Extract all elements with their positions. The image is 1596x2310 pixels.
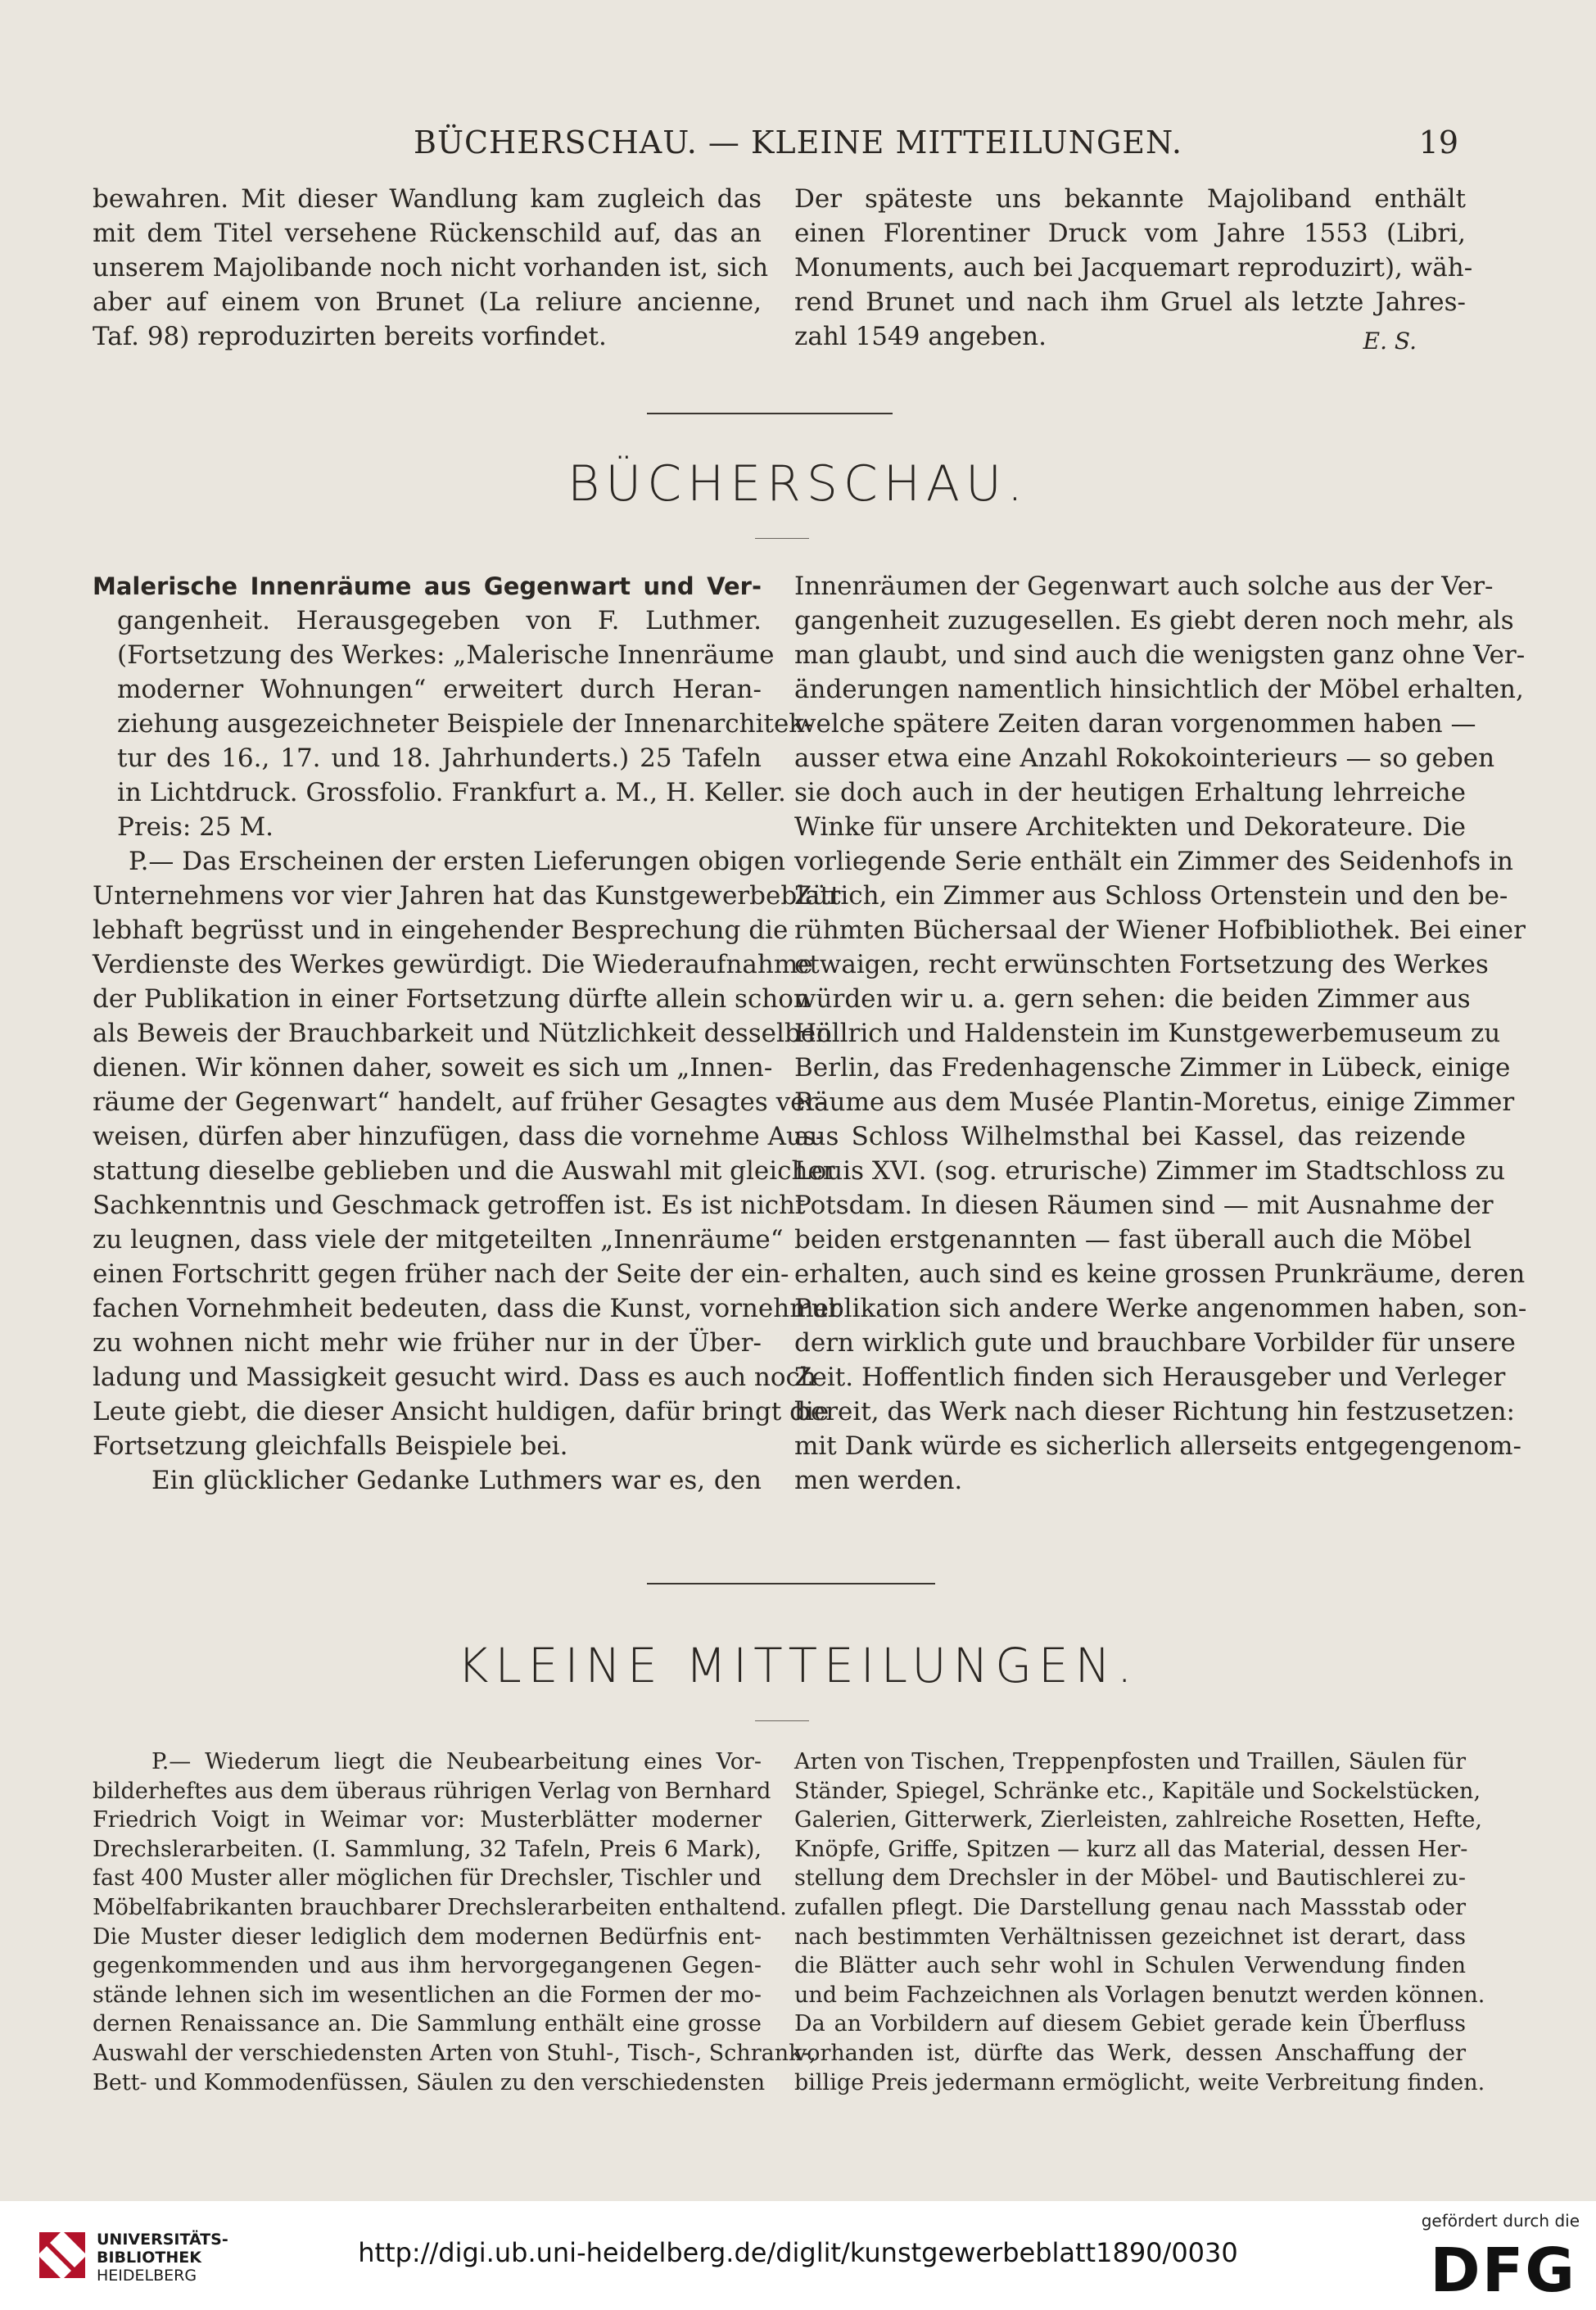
text-line: bewahren. Mit dieser Wandlung kam zugleich das bbox=[93, 184, 762, 214]
text-line: änderungen namentlich hinsichtlich der Möbel erhalten, bbox=[794, 675, 1524, 704]
library-name-line: BIBLIOTHEK bbox=[97, 2249, 201, 2267]
text-line: Arten von Tischen, Treppenpfosten und Traillen, Säulen für bbox=[794, 1749, 1466, 1774]
section-title-buecherschau: BÜCHERSCHAU. bbox=[567, 455, 1029, 513]
section2-right-column bbox=[794, 1747, 1485, 2097]
text-line: als Beweis der Brauchbarkeit und Nützlichkeit desselben bbox=[93, 1019, 833, 1048]
text-line: Verdienste des Werkes gewürdigt. Die Wiederaufnahme bbox=[93, 950, 813, 979]
text-line: vorliegende Serie enthält ein Zimmer des Seidenhofs in bbox=[794, 847, 1514, 876]
text-line: Sachkenntnis und Geschmack getroffen ist. Es ist nicht bbox=[93, 1191, 806, 1220]
library-name-line: UNIVERSITÄTS- bbox=[97, 2231, 228, 2249]
text-line: Friedrich Voigt in Weimar vor: Musterblätter moderner bbox=[93, 1807, 762, 1833]
text-line: zufallen pflegt. Die Darstellung genau nach Massstab oder bbox=[794, 1894, 1466, 1920]
text-line: einen Florentiner Druck vom Jahre 1553 (Libri, bbox=[794, 219, 1466, 248]
text-line: Zürich, ein Zimmer aus Schloss Ortenstein und den be- bbox=[794, 881, 1508, 911]
text-line: rühmten Büchersaal der Wiener Hofbibliothek. Bei einer bbox=[794, 915, 1526, 945]
text-line: weisen, dürfen aber hinzufügen, dass die vornehme Aus- bbox=[93, 1122, 825, 1151]
section1-left-column bbox=[93, 569, 841, 1498]
text-line: Ein glücklicher Gedanke Luthmers war es, den bbox=[151, 1466, 762, 1495]
title-underline bbox=[755, 538, 809, 539]
text-line: Ständer, Spiegel, Schränke etc., Kapitäle und Sockelstücken, bbox=[794, 1778, 1481, 1804]
text-line: Zeit. Hoffentlich finden sich Herausgeber und Verleger bbox=[794, 1363, 1506, 1392]
text-line bbox=[794, 319, 1466, 354]
text-line: Winke für unsere Architekten und Dekorateure. Die bbox=[794, 812, 1466, 842]
text-line: dienen. Wir können daher, soweit es sich um „Innen- bbox=[93, 1053, 773, 1083]
text-line: unserem Majolibande noch nicht vorhanden ist, sich bbox=[93, 253, 769, 283]
digitization-footer bbox=[0, 2201, 1596, 2310]
text-line: Berlin, das Fredenhagensche Zimmer in Lübeck, einige bbox=[794, 1053, 1511, 1083]
text-line: mit dem Titel versehene Rückenschild auf, das an bbox=[93, 219, 762, 248]
text-line: Auswahl der verschiedensten Arten von Stuhl-, Tisch-, Schrank-, bbox=[93, 2040, 816, 2066]
text-line: in Lichtdruck. Grossfolio. Frankfurt a. M., H. Keller. bbox=[117, 778, 786, 807]
dfg-logo: DFG bbox=[1430, 2235, 1576, 2306]
text-line: räume der Gegenwart“ handelt, auf früher Gesagtes ver- bbox=[93, 1087, 826, 1117]
text-line: rend Brunet und nach ihm Gruel als letzte Jahres- bbox=[794, 287, 1466, 317]
text-line: man glaubt, und sind auch die wenigsten ganz ohne Ver- bbox=[794, 640, 1526, 670]
text-line: P.— Wiederum liegt die Neubearbeitung eines Vor- bbox=[151, 1749, 762, 1774]
text-line: vorhanden ist, dürfte das Werk, dessen Anschaffung der bbox=[794, 2040, 1466, 2066]
text-line: Galerien, Gitterwerk, Zierleisten, zahlreiche Rosetten, Hefte, bbox=[794, 1807, 1482, 1833]
text-line: Drechslerarbeiten. (I. Sammlung, 32 Tafeln, Preis 6 Mark), bbox=[93, 1836, 762, 1862]
text-line: ausser etwa eine Anzahl Rokokointerieurs — so geben bbox=[794, 744, 1495, 773]
running-head: BÜCHERSCHAU. — KLEINE MITTEILUNGEN. bbox=[414, 124, 1182, 160]
text-line: Möbelfabrikanten brauchbarer Drechslerarbeiten enthaltend. bbox=[93, 1894, 787, 1920]
top-left-column bbox=[93, 182, 769, 354]
text-line: fast 400 Muster aller möglichen für Drechsler, Tischler und bbox=[93, 1865, 762, 1892]
text-line: Monuments, auch bei Jacquemart reproduzirt), wäh- bbox=[794, 253, 1473, 283]
text-line: Taf. 98) reproduzirten bereits vorfindet. bbox=[93, 322, 607, 351]
text-line: Der späteste uns bekannte Majoliband enthält bbox=[794, 184, 1466, 214]
text-line: Preis: 25 M. bbox=[117, 812, 274, 842]
text-line: aber auf einem von Brunet (La reliure ancienne, bbox=[93, 287, 762, 317]
text-line: Bett- und Kommodenfüssen, Säulen zu den verschiedensten bbox=[93, 2069, 766, 2095]
text-line: Höllrich und Haldenstein im Kunstgewerbemuseum zu bbox=[794, 1019, 1501, 1048]
text-line: bilderheftes aus dem überaus rührigen Verlag von Bernhard bbox=[93, 1778, 771, 1804]
section2-left-column bbox=[93, 1747, 816, 2097]
text-line: bereit, das Werk nach dieser Richtung hin festzusetzen: bbox=[794, 1397, 1515, 1426]
text-line: P.— Das Erscheinen der ersten Lieferungen obigen bbox=[129, 847, 786, 876]
text-line: (Fortsetzung des Werkes: „Malerische Innenräume bbox=[117, 640, 775, 670]
section-divider bbox=[647, 413, 893, 414]
section1-right-column bbox=[794, 569, 1527, 1498]
text-line: Fortsetzung gleichfalls Beispiele bei. bbox=[93, 1431, 568, 1461]
top-right-column bbox=[794, 182, 1473, 355]
text-line: nach bestimmten Verhältnissen gezeichnet ist derart, dass bbox=[794, 1923, 1466, 1950]
text-line: Unternehmens vor vier Jahren hat das Kunstgewerbeblatt bbox=[93, 881, 841, 911]
text-line: zu leugnen, dass viele der mitgeteilten „Innenräume“ bbox=[93, 1225, 784, 1254]
text-line: Louis XVI. (sog. etrurische) Zimmer im Stadtschloss zu bbox=[794, 1156, 1506, 1186]
text-line: moderner Wohnungen“ erweitert durch Heran- bbox=[117, 675, 762, 704]
text-line: Knöpfe, Griffe, Spitzen — kurz all das Material, dessen Her- bbox=[794, 1836, 1468, 1862]
text-line: Potsdam. In diesen Räumen sind — mit Ausnahme der bbox=[794, 1191, 1494, 1220]
title-underline bbox=[755, 1720, 809, 1721]
text-line: stände lehnen sich im wesentlichen an die Formen der mo- bbox=[93, 1982, 762, 2008]
text-line: zu wohnen nicht mehr wie früher nur in der Über- bbox=[93, 1328, 762, 1358]
source-url-link[interactable]: http://digi.ub.uni-heidelberg.de/diglit/kunstgewerbeblatt1890/0030 bbox=[358, 2237, 1238, 2268]
text-line: Da an Vorbildern auf diesem Gebiet gerade kein Überfluss bbox=[794, 2011, 1466, 2037]
text-line: Innenräumen der Gegenwart auch solche aus der Ver- bbox=[794, 572, 1494, 601]
text-line: Publikation sich andere Werke angenommen haben, son- bbox=[794, 1294, 1527, 1323]
text-line: würden wir u. a. gern sehen: die beiden Zimmer aus bbox=[794, 984, 1471, 1014]
library-name-line: HEIDELBERG bbox=[97, 2267, 197, 2285]
section-divider bbox=[647, 1583, 935, 1584]
text-line: welche spätere Zeiten daran vorgenommen haben — bbox=[794, 709, 1476, 739]
text-line: fachen Vornehmheit bedeuten, dass die Kunst, vornehmer bbox=[93, 1294, 841, 1323]
section-title-kleine-mitteilungen: KLEINE MITTEILUNGEN. bbox=[457, 1638, 1139, 1693]
text-line: mit Dank würde es sicherlich allerseits entgegengenom- bbox=[794, 1431, 1522, 1461]
text-line: gegenkommenden und aus ihm hervorgegangenen Gegen- bbox=[93, 1953, 762, 1979]
text-line: stattung dieselbe geblieben und die Auswahl mit gleicher bbox=[93, 1156, 835, 1186]
text-line: beiden erstgenannten — fast überall auch die Möbel bbox=[794, 1225, 1472, 1254]
text-line: die Blätter auch sehr wohl in Schulen Verwendung finden bbox=[794, 1953, 1466, 1979]
author-signature: E. S. bbox=[1363, 328, 1417, 355]
text-line: Räume aus dem Musée Plantin-Moretus, einige Zimmer bbox=[794, 1087, 1515, 1117]
text-line: etwaigen, recht erwünschten Fortsetzung des Werkes bbox=[794, 950, 1489, 979]
text-line: Die Muster dieser lediglich dem modernen Bedürfnis ent- bbox=[93, 1923, 762, 1950]
text-line: tur des 16., 17. und 18. Jahrhunderts.) 25 Tafeln bbox=[117, 744, 762, 773]
text-line: einen Fortschritt gegen früher nach der Seite der ein- bbox=[93, 1259, 789, 1289]
text-line: billige Preis jedermann ermöglicht, weite Verbreitung finden. bbox=[794, 2069, 1485, 2095]
text-line: gangenheit. Herausgegeben von F. Luthmer. bbox=[117, 606, 762, 635]
text-line: ladung und Massigkeit gesucht wird. Dass es auch noch bbox=[93, 1363, 816, 1392]
text-line: stellung dem Drechsler in der Möbel- und Bautischlerei zu- bbox=[794, 1865, 1466, 1892]
text-line: Leute giebt, die dieser Ansicht huldigen, dafür bringt die bbox=[93, 1397, 830, 1426]
text-line: dern wirklich gute und brauchbare Vorbilder für unsere bbox=[794, 1328, 1516, 1358]
book-title-line: Malerische Innenräume aus Gegenwart und Ver- bbox=[93, 572, 762, 600]
text-line: erhalten, auch sind es keine grossen Prunkräume, deren bbox=[794, 1259, 1526, 1289]
text-line: dernen Renaissance an. Die Sammlung enthält eine grosse bbox=[93, 2011, 762, 2037]
page-number: 19 bbox=[1418, 124, 1458, 160]
text-line: lebhaft begrüsst und in eingehender Besprechung die bbox=[93, 915, 789, 945]
text-line: aus Schloss Wilhelmsthal bei Kassel, das reizende bbox=[794, 1122, 1466, 1151]
text-line: und beim Fachzeichnen als Vorlagen benutzt werden können. bbox=[794, 1982, 1485, 2008]
text-line: ziehung ausgezeichneter Beispiele der Innenarchitek- bbox=[117, 709, 813, 739]
text-line: sie doch auch in der heutigen Erhaltung lehrreiche bbox=[794, 778, 1466, 807]
funder-label: gefördert durch die bbox=[1421, 2211, 1580, 2231]
text-line-content: zahl 1549 angeben. bbox=[794, 322, 1047, 351]
text-line: men werden. bbox=[794, 1466, 963, 1495]
text-line: der Publikation in einer Fortsetzung dürfte allein schon bbox=[93, 984, 810, 1014]
text-line: gangenheit zuzugesellen. Es giebt deren noch mehr, als bbox=[794, 606, 1514, 635]
